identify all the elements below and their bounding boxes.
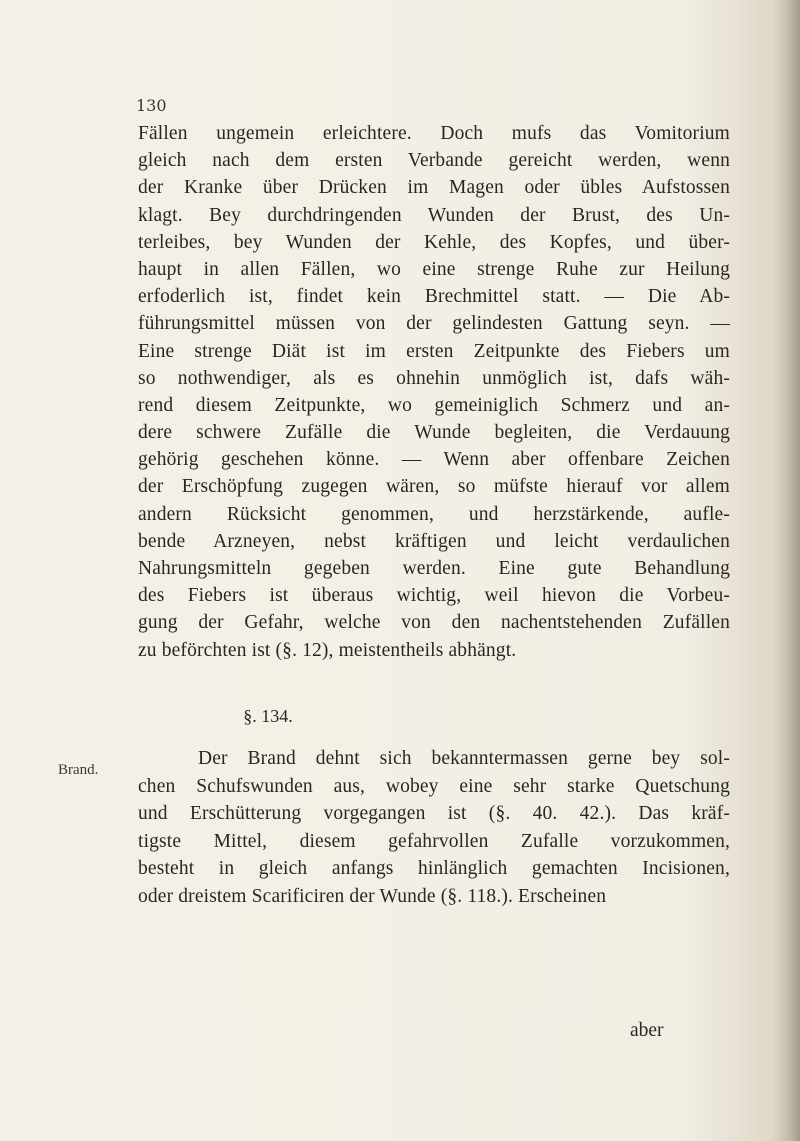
- margin-note: Brand.: [58, 762, 99, 778]
- section-heading: §. 134.: [243, 706, 293, 726]
- text-line: führungsmittel müssen von der gelindesten Gattung seyn. —: [138, 313, 730, 335]
- text-line: Der Brand dehnt sich bekanntermassen gerne bey sol-: [198, 748, 730, 769]
- page-edge-shadow: [772, 0, 800, 1141]
- text-line: und Erschütterung vorgegangen ist (§. 40. 42.). Das kräf-: [138, 803, 730, 825]
- text-line: rend diesem Zeitpunkte, wo gemeiniglich Schmerz und an-: [138, 394, 730, 416]
- text-line: oder dreistem Scarificiren der Wunde (§. 118.). Erscheinen: [138, 885, 607, 907]
- text-line: klagt. Bey durchdringenden Wunden der Brust, des Un-: [138, 204, 730, 226]
- text-line: Nahrungsmitteln gegeben werden. Eine gute Behandlung: [138, 558, 730, 579]
- text-line: besteht in gleich anfangs hinlänglich gemachten Incisionen,: [138, 858, 730, 880]
- text-line: der Erschöpfung zugegen wären, so müfste hierauf vor allem: [138, 476, 730, 498]
- text-line: gung der Gefahr, welche von den nachentstehenden Zufällen: [138, 612, 730, 634]
- text-line: zu beförchten ist (§. 12), meistentheils abhängt.: [138, 639, 517, 661]
- text-line: tigste Mittel, diesem gefahrvollen Zufalle vorzukommen,: [138, 830, 730, 852]
- text-line: so nothwendiger, als es ohnehin unmöglich ist, dafs wäh-: [138, 367, 730, 389]
- text-line: haupt in allen Fällen, wo eine strenge Ruhe zur Heilung: [138, 258, 730, 280]
- text-line: Eine strenge Diät ist im ersten Zeitpunkte des Fiebers um: [138, 340, 730, 362]
- text-line: andern Rücksicht genommen, und herzstärkende, aufle-: [138, 503, 730, 525]
- text-line: dere schwere Zufälle die Wunde begleiten, die Verdauung: [138, 422, 730, 444]
- text-line: gehörig geschehen könne. — Wenn aber offenbare Zeichen: [138, 449, 730, 471]
- text-line: terleibes, bey Wunden der Kehle, des Kopfes, und über-: [138, 231, 730, 253]
- paragraph-1: [138, 120, 730, 664]
- text-line: der Kranke über Drücken im Magen oder übles Aufstossen: [138, 177, 730, 199]
- page-number: 130: [136, 96, 167, 115]
- paragraph-2: [138, 745, 730, 911]
- catchword: aber: [630, 1020, 664, 1041]
- text-line: gleich nach dem ersten Verbande gereicht werden, wenn: [138, 150, 730, 172]
- text-line: bende Arzneyen, nebst kräftigen und leicht verdaulichen: [138, 530, 730, 552]
- text-line: des Fiebers ist überaus wichtig, weil hievon die Vorbeu-: [138, 585, 730, 607]
- text-line: erfoderlich ist, findet kein Brechmittel statt. — Die Ab-: [138, 286, 730, 308]
- text-line: chen Schufswunden aus, wobey eine sehr starke Quetschung: [138, 775, 730, 797]
- text-line: Fällen ungemein erleichtere. Doch mufs das Vomitorium: [138, 123, 730, 144]
